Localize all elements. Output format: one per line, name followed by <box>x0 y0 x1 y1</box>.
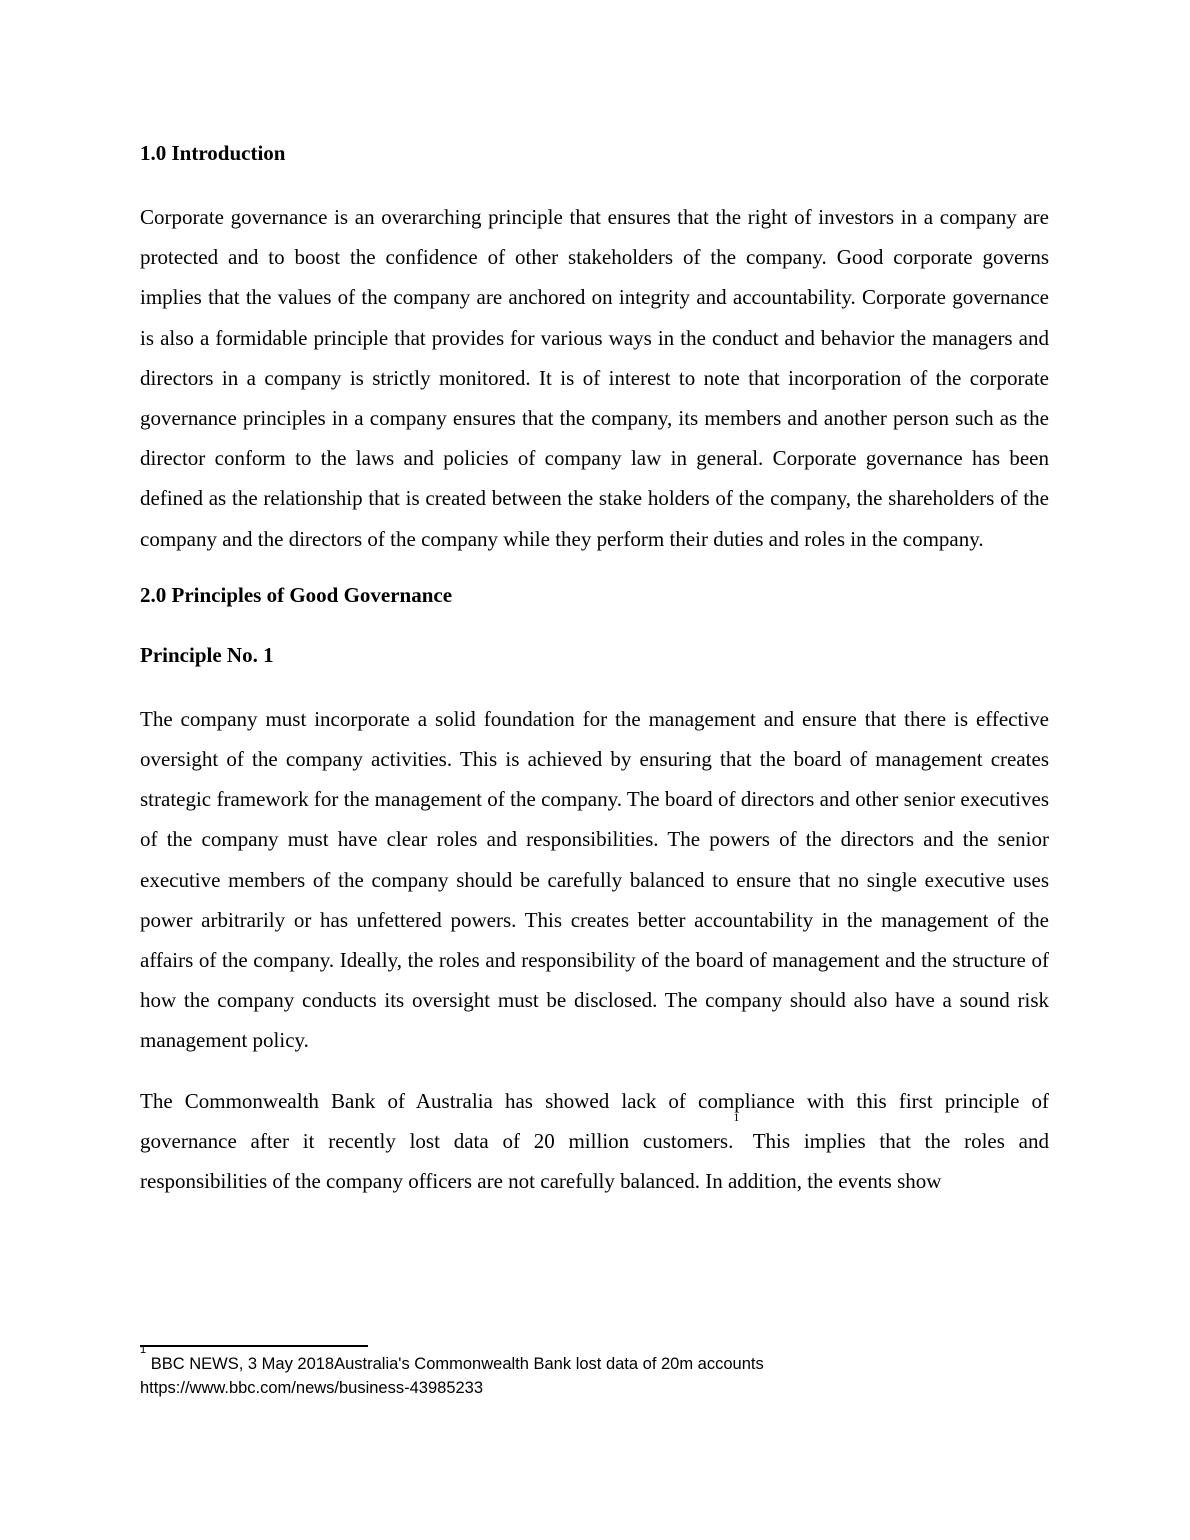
footnote-reference[interactable]: 1 <box>733 1109 740 1124</box>
paragraph-commonwealth-bank-text-2: This implies that the roles and responsibilities of the company officers are not carefully balanced. In addition, the events show <box>140 1128 1050 1194</box>
footnote-citation: BBC NEWS, 3 May 2018Australia's Commonwealth Bank lost data of 20m accounts <box>146 1355 764 1373</box>
footnote-separator <box>140 1345 368 1347</box>
heading-introduction: 1.0 Introduction <box>140 141 286 165</box>
footnote-url[interactable]: https://www.bbc.com/news/business-43985233 <box>140 1379 484 1397</box>
heading-principles: 2.0 Principles of Good Governance <box>140 582 453 607</box>
paragraph-introduction: Corporate governance is an overarching principle that ensures that the right of investors in a company are protected and to boost the confidence of other stakeholders of the company. Good corporate governs implies that the values of the company are anchored on integrity and accountability. Corporate governance is also a formidable principle that provides for various ways in the conduct and behavior the managers and directors in a company is strictly monitored. It is of interest to note that incorporation of the corporate governance principles in a company ensures that the company, its members and another person such as the director conform to the laws and policies of company law in general. Corporate governance has been defined as the relationship that is created between the stake holders of the company, the shareholders of the company and the directors of the company while they perform their duties and roles in the company. <box>140 205 1049 551</box>
heading-principle-1: Principle No. 1 <box>140 642 274 667</box>
footnote-number: 1 <box>140 1344 147 1356</box>
page-content <box>140 137 1049 1221</box>
paragraph-commonwealth-bank-text-1: The Commonwealth Bank of Australia has showed lack of compliance with this first principle of governance after it recently lost data of 20 million customers. <box>140 1088 1049 1153</box>
paragraph-commonwealth-bank <box>140 1081 1049 1202</box>
paragraph-principle-1: The company must incorporate a solid foundation for the management and ensure that there is effective oversight of the company activities. This is achieved by ensuring that the board of management creates strategic framework for the management of the company. The board of directors and other senior executives of the company must have clear roles and responsibilities. The powers of the directors and the senior executive members of the company should be carefully balanced to ensure that no single executive uses power arbitrarily or has unfettered powers. This creates better accountability in the management of the affairs of the company. Ideally, the roles and responsibility of the board of management and the structure of how the company conducts its oversight must be disclosed. The company should also have a sound risk management policy. <box>140 706 1049 1053</box>
footnote <box>140 1344 1049 1400</box>
footnote-line-1 <box>140 1344 1049 1376</box>
